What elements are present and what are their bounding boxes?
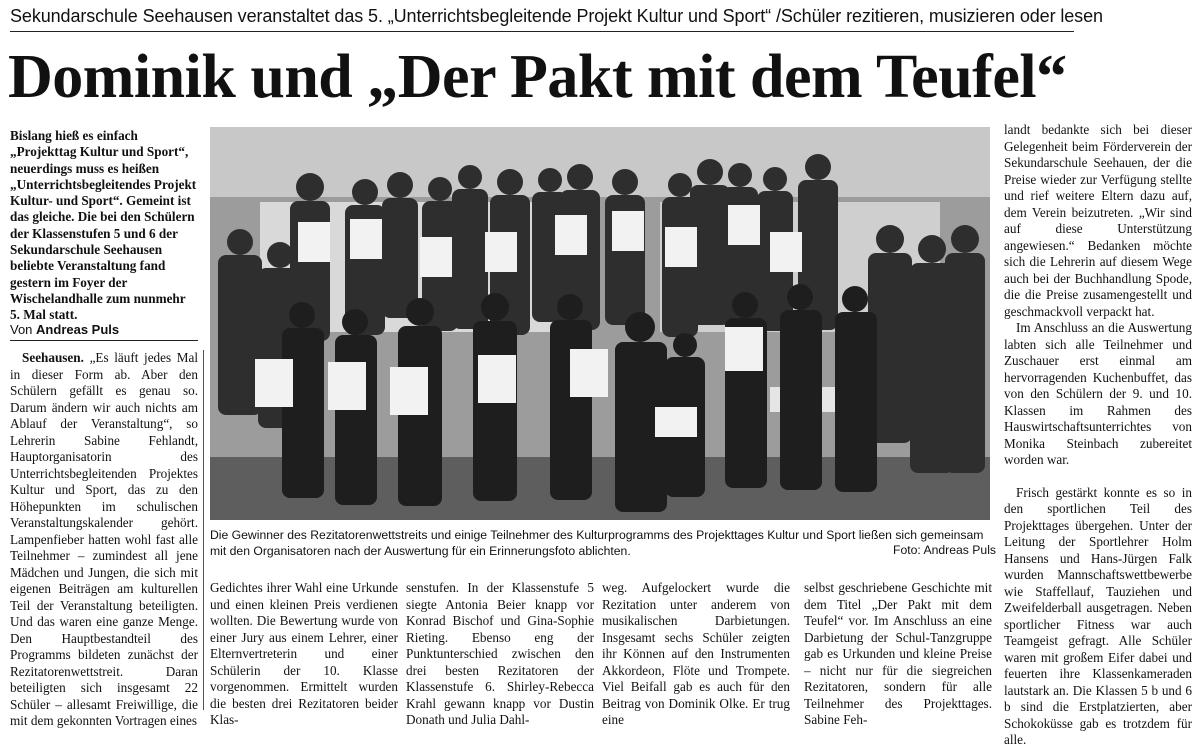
photo-credit: Foto: Andreas Puls (893, 543, 996, 557)
column-6 (1004, 122, 1192, 747)
dateline: Seehausen. (22, 350, 84, 365)
caption-text: Die Gewinner des Rezitatorenwettstreits und einige Teilnehmer des Kulturprogramms des Projekttages Kultur und Sport ließen sich gemeinsam mit den Organisatoren nach der Auswertung für ein Erinnerungsfoto ablichten. (210, 528, 984, 558)
column-divider (203, 350, 204, 710)
column-4 (602, 580, 790, 727)
column-5 (804, 580, 992, 727)
column-3 (406, 580, 594, 727)
column-6-paragraph-2: Im Anschluss an die Auswertung labten sich alle Teilnehmer und Zuschauer erst einmal am hervorragenden Kuchenbuffet, das von den Schülern der 9. und 10. Klassen im Rahmen des Hauswirtschaftsunterrichtes von Monika Steinbach zubereitet worden war. (1004, 320, 1192, 467)
column-5-text: selbst geschriebene Geschichte mit dem Titel „Der Pakt mit dem Teufel“ vor. Im Anschluss an eine Darbietung der Schul-Tanzgruppe gab es Urkunden und kleine Preise – nicht nur für die siegreichen Rezitatoren, sondern für alle Teilnehmer des Projekttages. Sabine Feh- (804, 580, 992, 727)
column-6-paragraph-3: Frisch gestärkt konnte es so in den sportlichen Teil des Projekttages übergehen. Unter der Leitung der Sportlehrer Holm Hansens und Hans-Jürgen Falk wurden Mannschaftswettbewerbe wie Staffellauf, Tauziehen und Zweifelderball ausgetragen. Neben sportlicher Fitness war auch Teamgeist gefragt. Alle Schüler waren mit großem Eifer dabei und feuerten ihre Klassenkameraden lautstark an. Die Klassen 5 b und 6 b sind die Erstplatzierten, aber Schokoküsse gab es trotzdem für alle. (1004, 484, 1192, 747)
headline: Dominik und „Der Pakt mit dem Teufel“ (8, 43, 1067, 111)
byline-prefix: Von (10, 322, 33, 337)
byline-rule (10, 340, 198, 341)
column-4-text: weg. Aufgelockert wurde die Rezitation unter anderem von musikalischen Darbietungen. Insgesamt sechs Schüler zeigten ihr Können auf den Instrumenten Akkordeon, Flöte und Trompete. Viel Beifall gab es auch für den Beitrag von Dominik Olke. Er trug eine (602, 580, 790, 727)
lead-paragraph: Bislang hieß es einfach „Projekttag Kultur und Sport“, neuerdings muss es heißen „Unterrichtsbegleitendes Projekt Kultur- und Sport“. Gemeint ist das gleiche. Die bei den Schülern der Klassenstufen 5 und 6 der Sekundarschule Seehausen beliebte Veranstaltung fand gestern im Foyer der Wischelandhalle zum nunmehr 5. Mal statt. (10, 128, 197, 323)
group-photo (210, 127, 990, 520)
byline (10, 322, 198, 337)
column-1-text: „Es läuft jedes Mal in dieser Form ab. Aber den Schülern gefällt es genau so. Darum ändern wir auch nichts am Ablauf der Veranstaltung“, so Lehrerin Sabine Fehlandt, Hauptorganisatorin des Unterrichtsbegleitenden Projektes Kultur und Sport, das zu den Höhepunkten im schulischen Veranstaltungskalender gehört. Lampenfieber hatten wohl fast alle Teilnehmer – zumindest all jene Mädchen und Jungen, die sich mit eigenen Beiträgen am kulturellen Teil der Veranstaltung beteiligten. Und das waren eine ganze Menge. Den Hauptbestandteil des Programms bildeten zunächst der Rezitatorenwettstreit. Daran beteiligten sich insgesamt 22 Schüler – allesamt Freiwillige, die mit dem gekonnten Vortragen eines (10, 350, 199, 728)
group-photo-image (210, 127, 990, 520)
kicker: Sekundarschule Seehausen veranstaltet das 5. „Unterrichtsbegleitende Projekt Kultur und Sport“ /Schüler rezitieren, musizieren oder lesen (10, 6, 1103, 26)
column-3-text: senstufen. In der Klassenstufe 5 siegte Antonia Beier knapp vor Konrad Bischof und Gina-Sophie Rieting. Ebenso eng der Punktunterschied zwischen den drei besten Rezitatoren der Klassenstufe 6. Shirley-Rebecca Krahl gewann knapp vor Dustin Donath und Julia Dahl- (406, 580, 594, 727)
kicker-rule (10, 31, 1074, 32)
column-1 (10, 350, 199, 728)
photo-caption (210, 528, 996, 559)
column-2 (210, 580, 398, 727)
column-6-paragraph-1: landt bedankte sich bei dieser Gelegenheit beim Förderverein der Sekundarschule Seehauen, der die Preise wieder zur Verfügung stellte und rief weitere Eltern dazu auf, dem Verein beizutreten. „Wir sind auf diese Unterstützung angewiesen.“ Bedanken möchte sich die Lehrerin auf diesem Wege auch bei der Buchhandlung Spode, die die Preise zusamengestellt und geschmackvoll verpackt hat. (1004, 122, 1192, 319)
byline-author: Andreas Puls (36, 322, 120, 337)
column-2-text: Gedichtes ihrer Wahl eine Urkunde und einen kleinen Preis verdienen wollten. Die Bewertung wurde von einer Jury aus einem Lehrer, einer Elternvertreterin und einer Schülerin der 10. Klasse vorgenommen. Ermittelt wurden die besten drei Rezitatoren beider Klas- (210, 580, 398, 727)
